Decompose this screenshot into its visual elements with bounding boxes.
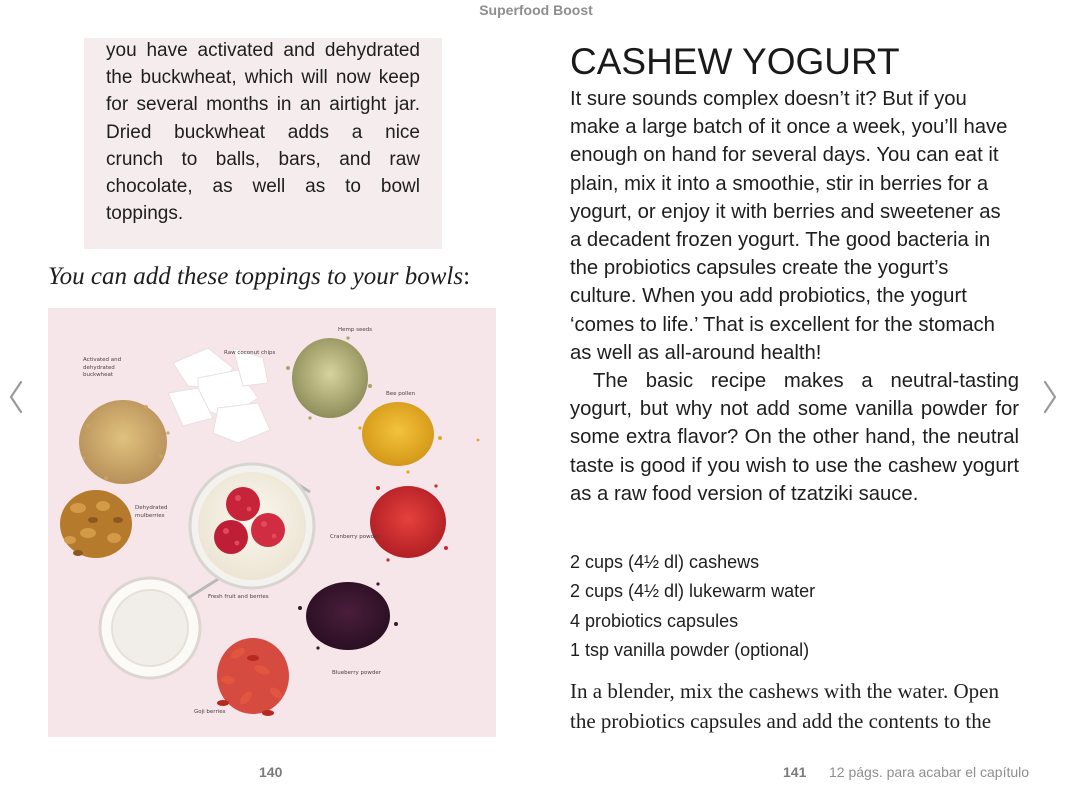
label-mulberries (135, 505, 168, 520)
ingredient-item: 2 cups (4½ dl) cashews (570, 552, 760, 572)
method-line: In a blender, mix the cashews with the water. Open (570, 679, 999, 703)
label-hemp-seeds: Hemp seeds (338, 327, 373, 333)
label-coconut-chips: Raw coconut chips (224, 350, 276, 356)
ingredient-list (570, 548, 1019, 665)
mulberries-pile (60, 490, 132, 558)
toppings-photo (48, 308, 496, 737)
ingredient-item: 2 cups (4½ dl) lukewarm water (570, 581, 816, 602)
variation-paragraph: The basic recipe makes a neutral-tasting yogurt, but why not add some vanilla powder for some extra flavor? On the other hand, the neutral taste is good if you wish to use the cashew yogurt as a raw food version of tzatziki sauce. (570, 370, 1019, 505)
paragraph-line: as well as all-around health! (570, 341, 822, 364)
label-mulberries-line: mulberries (135, 512, 165, 519)
label-cranberry-powder: Cranberry powder (330, 534, 380, 540)
intro-paragraph (570, 85, 1019, 367)
paragraph-line: a decadent frozen yogurt. The good bacteria in (570, 229, 991, 252)
label-bee-pollen: Bee pollen (386, 391, 416, 397)
note-line: toppings. (106, 203, 184, 225)
paragraph-line: ‘comes to life.’ That is excellent for the stomach (570, 313, 995, 336)
note-line: for several months in an airtight jar. (106, 94, 420, 116)
hemp-seeds-pile (292, 338, 368, 418)
page-number-left: 140 (259, 764, 283, 780)
bee-pollen-pile (362, 402, 434, 466)
next-page-button[interactable] (1041, 374, 1061, 420)
blueberry-powder-pile (306, 582, 390, 650)
note-line: the buckwheat, which will now keep (106, 67, 420, 89)
label-goji-berries: Goji berries (194, 709, 226, 715)
toppings-heading (48, 263, 498, 291)
note-line: chocolate, as well as to bowl (106, 176, 420, 198)
ingredient-item: 4 probiotics capsules (570, 610, 739, 631)
label-buckwheat-line: dehydrated (83, 364, 115, 371)
paragraph-line: the probiotics capsules create the yogurt’s (570, 257, 949, 280)
buckwheat-pile (79, 400, 167, 484)
label-buckwheat-line: Activated and (83, 357, 122, 363)
paragraph-line: enough on hand for several days. You can eat it (570, 144, 999, 167)
chevron-right-icon (1041, 374, 1061, 420)
label-buckwheat (83, 357, 121, 380)
paragraph-line: plain, mix it into a smoothie, stir in berries for a (570, 172, 989, 195)
label-mulberries-line: Dehydrated (135, 505, 168, 511)
chapter-pages-remaining: 12 págs. para acabar el capítulo (829, 764, 1030, 780)
toppings-heading-text: You can add these toppings to your bowls (48, 263, 464, 290)
label-blueberry-powder: Blueberry powder (332, 670, 381, 676)
label-buckwheat-line: buckwheat (83, 372, 114, 379)
paragraph-line: culture. When you add probiotics, the yogurt (570, 285, 967, 308)
method-line: the probiotics capsules and add the contents to the (570, 709, 992, 733)
book-title: Superfood Boost (479, 2, 593, 18)
sidebar-note-text (106, 37, 420, 227)
paragraph-line: It sure sounds complex doesn’t it? But if you (570, 88, 967, 110)
previous-page-button[interactable] (5, 374, 25, 420)
paragraph-line: yogurt, or enjoy it with berries and sweetener as (570, 200, 1001, 223)
ingredient-item: 1 tsp vanilla powder (optional) (570, 639, 810, 660)
note-line: Dried buckwheat adds a nice (106, 121, 420, 143)
recipe-title: CASHEW YOGURT (570, 41, 900, 82)
toppings-heading-colon: : (463, 263, 471, 290)
note-line: you have activated and dehydrated (106, 40, 420, 61)
method-paragraph (570, 676, 1019, 736)
paragraph-line: make a large batch of it once a week, you’ll have (570, 116, 1008, 139)
label-fresh-fruit: Fresh fruit and berries (208, 594, 269, 600)
cranberry-powder-pile (370, 486, 446, 558)
chevron-left-icon (5, 374, 25, 420)
note-line: crunch to balls, bars, and raw (106, 148, 420, 170)
page-number-right: 141 (783, 764, 807, 780)
